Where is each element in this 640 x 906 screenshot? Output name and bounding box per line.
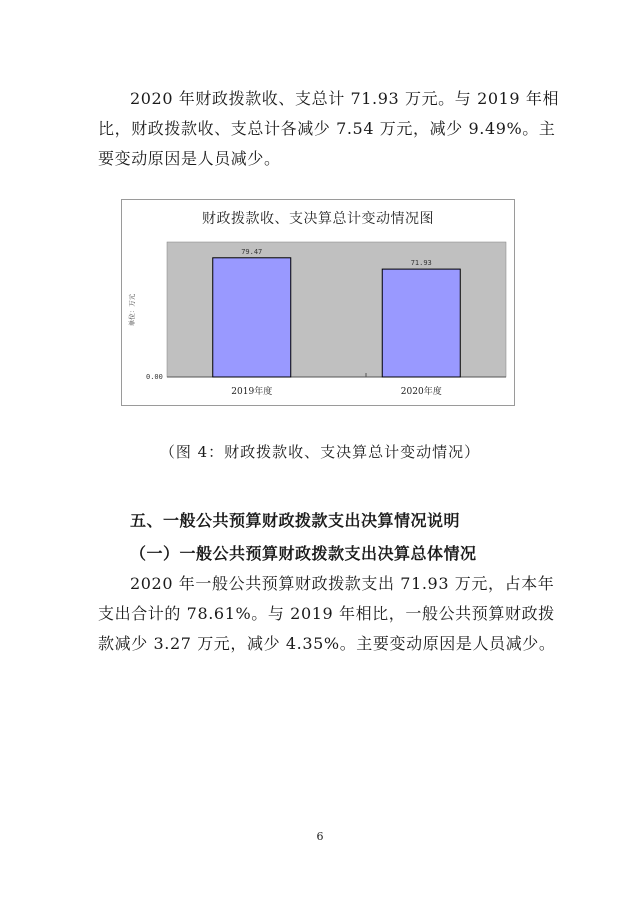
intro-line-2: 比，财政拨款收、支总计各减少 7.54 万元，减少 9.49%。主 (98, 119, 556, 138)
bar-value-label-1: 79.47 (241, 247, 263, 256)
body-line-2: 支出合计的 78.61%。与 2019 年相比，一般公共预算财政拨 (98, 604, 555, 623)
figure-caption: （图 4：财政拨款收、支决算总计变动情况） (159, 443, 481, 461)
chart-title: 财政拨款收、支决算总计变动情况图 (202, 211, 434, 227)
page-number: 6 (316, 830, 324, 843)
body-line-1: 2020 年一般公共预算财政拨款支出 71.93 万元，占本年 (130, 574, 555, 593)
intro-line-1: 2020 年财政拨款收、支总计 71.93 万元。与 2019 年相 (130, 89, 560, 108)
bar-chart (121, 199, 515, 406)
body-line-3: 款减少 3.27 万元，减少 4.35%。主要变动原因是人员减少。 (98, 634, 556, 653)
y-axis-label: 单位：万元 (128, 293, 136, 327)
subsection-heading: （一）一般公共预算财政拨款支出决算总体情况 (130, 544, 477, 563)
body-paragraph (98, 569, 556, 659)
chart-plot (122, 200, 514, 405)
bar-2 (382, 269, 460, 377)
intro-paragraph (98, 84, 560, 174)
bar-1 (213, 258, 291, 377)
x-tick-label-2: 2020年度 (400, 387, 442, 397)
intro-line-3: 要变动原因是人员减少。 (98, 149, 281, 168)
section-heading: 五、一般公共预算财政拨款支出决算情况说明 (130, 511, 461, 530)
bar-value-label-2: 71.93 (410, 259, 432, 268)
x-tick-label-1: 2019年度 (231, 387, 273, 397)
y-tick-label: 0.00 (146, 373, 163, 381)
